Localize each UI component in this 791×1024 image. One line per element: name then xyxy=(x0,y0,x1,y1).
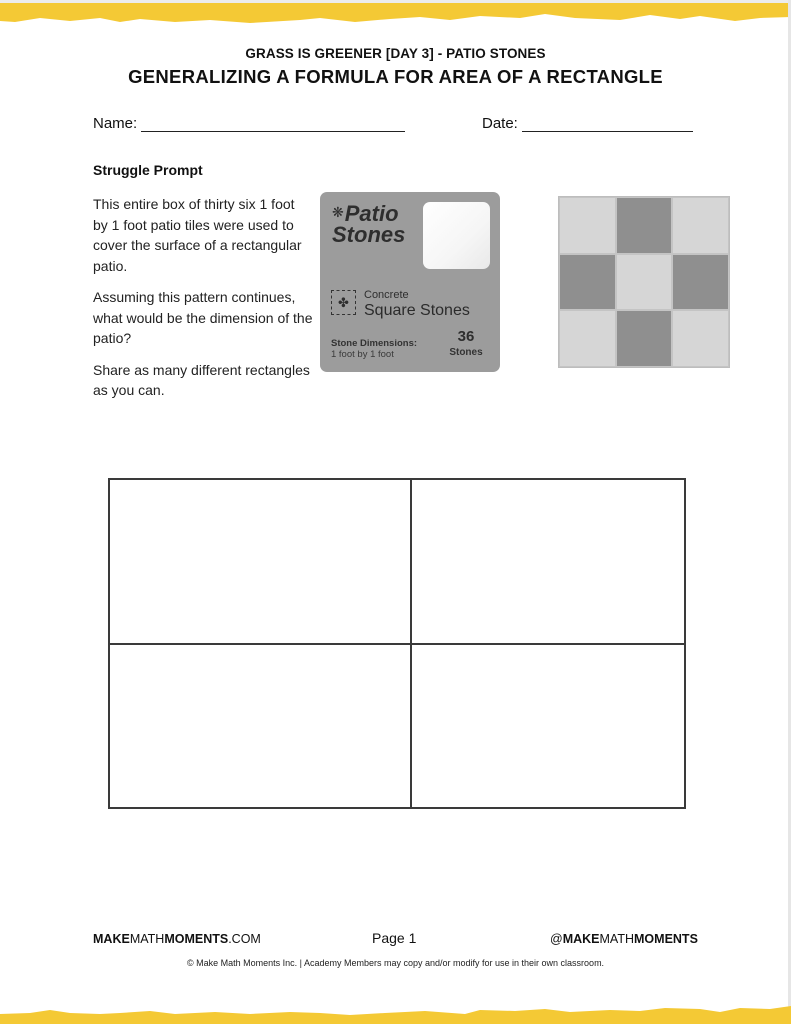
tile-pattern-icon: ✤ xyxy=(331,290,356,315)
pattern-tile-light xyxy=(616,254,673,311)
copyright-notice: © Make Math Moments Inc. | Academy Members may copy and/or modify for use in their own classroom. xyxy=(186,958,605,968)
answer-box-3[interactable] xyxy=(109,644,411,809)
pattern-tile-dark xyxy=(616,197,673,254)
name-blank-line[interactable] xyxy=(141,118,405,132)
prompt-paragraph: Share as many different rectangles as you can. xyxy=(93,361,310,398)
pattern-tile-light xyxy=(559,310,616,367)
box-stone-count-label: Stones xyxy=(449,347,483,358)
date-field[interactable] xyxy=(482,115,693,132)
box-brand: ❋Patio Stones xyxy=(332,201,406,247)
pattern-tile-light xyxy=(672,197,729,254)
pattern-tile-dark xyxy=(672,254,729,311)
worksheet-subtitle: GRASS IS GREENER [DAY 3] - PATIO STONES xyxy=(245,46,546,61)
name-field[interactable] xyxy=(93,115,405,132)
box-stone-count: 36 xyxy=(457,328,475,345)
answer-box-1[interactable] xyxy=(109,479,411,644)
top-brush-band xyxy=(0,3,791,25)
footer-social-handle: @MAKEMATHMOMENTS xyxy=(550,932,698,946)
struggle-prompt-text xyxy=(93,194,313,412)
answer-box-4[interactable] xyxy=(411,644,685,809)
pattern-tile-dark xyxy=(616,310,673,367)
name-label: Name: xyxy=(93,115,138,132)
struggle-prompt-heading: Struggle Prompt xyxy=(93,162,203,178)
date-blank-line[interactable] xyxy=(522,118,693,132)
flower-icon: ❋ xyxy=(332,204,344,220)
prompt-paragraph: Assuming this pattern continues, what would be the dimension of the patio? xyxy=(93,289,313,346)
patio-stones-box-image xyxy=(320,192,500,372)
footer-website: MAKEMATHMOMENTS.COM xyxy=(93,932,261,946)
box-window xyxy=(423,202,490,269)
box-dimensions-value: 1 foot by 1 foot xyxy=(331,349,394,360)
page-number: Page 1 xyxy=(372,930,417,946)
date-label: Date: xyxy=(482,115,518,132)
answer-grid xyxy=(108,478,686,809)
box-dimensions-label: Stone Dimensions: xyxy=(331,338,418,349)
tile-pattern-diagram xyxy=(558,196,730,368)
prompt-paragraph: This entire box of thirty six 1 foot by 1 foot patio tiles were used to cover the surface of a rectangular patio. xyxy=(93,196,302,274)
answer-box-2[interactable] xyxy=(411,479,685,644)
pattern-tile-dark xyxy=(559,254,616,311)
worksheet-title: GENERALIZING A FORMULA FOR AREA OF A RECTANGLE xyxy=(128,66,663,87)
box-product-name: Square Stones xyxy=(364,302,470,319)
bottom-brush-band xyxy=(0,1000,791,1024)
pattern-tile-light xyxy=(559,197,616,254)
pattern-tile-light xyxy=(672,310,729,367)
box-material: Concrete xyxy=(364,289,409,301)
